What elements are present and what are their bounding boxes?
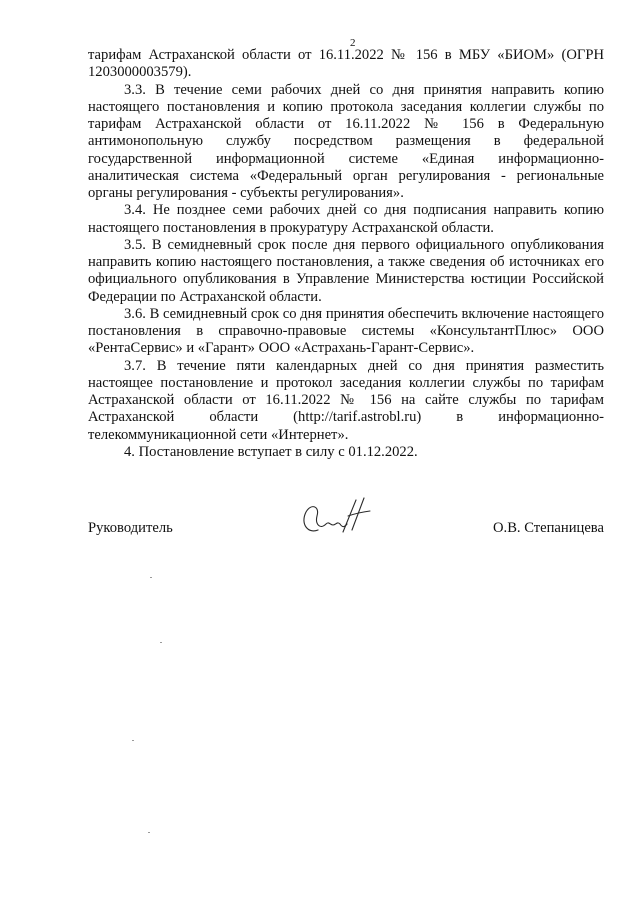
paragraph-continuation: тарифам Астраханской области от 16.11.2022 № 156 в МБУ «БИОМ» (ОГРН 1203000003579). bbox=[88, 47, 604, 81]
scan-speck bbox=[160, 642, 162, 643]
page-number: 2 bbox=[350, 37, 356, 49]
paragraph-3-6: 3.6. В семидневный срок со дня принятия обеспечить включение настоящего постановления в справочно-правовые системы «КонсультантПлюс» ООО «РентаСервис» и «Гарант» ООО «Астрахань-Гарант-Сервис». bbox=[88, 305, 604, 357]
scan-speck bbox=[150, 577, 152, 578]
paragraph-4: 4. Постановление вступает в силу с 01.12.2022. bbox=[124, 443, 418, 460]
signatory-name: О.В. Степаницева bbox=[493, 520, 604, 536]
signatory-title: Руководитель bbox=[88, 520, 173, 536]
document-body bbox=[88, 47, 604, 461]
paragraph-3-3: 3.3. В течение семи рабочих дней со дня принятия направить копию настоящего постановления и копию протокола заседания коллегии службы по тарифам Астраханской области от 16.11.2022 № 156 в Федеральную антимонопольную службу посредством размещения в федеральной государственной информационной системе «Единая информационно-аналитическая система «Федеральный орган регулирования - региональные органы регулирования - субъекты регулирования». bbox=[88, 81, 604, 201]
paragraph-3-7: 3.7. В течение пяти календарных дней со дня принятия разместить настоящее постановление и протокол заседания коллегии службы по тарифам Астраханской области от 16.11.2022 № 156 на сайте службы по тарифам Астраханской области (http://tarif.astrobl.ru) в информационно-телекоммуникационной сети «Интернет». bbox=[88, 357, 604, 443]
scan-speck bbox=[148, 832, 150, 833]
paragraph-3-4: 3.4. Не позднее семи рабочих дней со дня подписания направить копию настоящего постановления в прокуратуру Астраханской области. bbox=[88, 202, 604, 236]
handwritten-signature bbox=[296, 494, 380, 544]
paragraph-3-5: 3.5. В семидневный срок после дня первого официального опубликования направить копию настоящего постановления, а также сведения об источниках его официального опубликования в Управление Министерства юстиции Российской Федерации по Астраханской области. bbox=[88, 236, 604, 305]
scan-speck bbox=[132, 740, 134, 741]
